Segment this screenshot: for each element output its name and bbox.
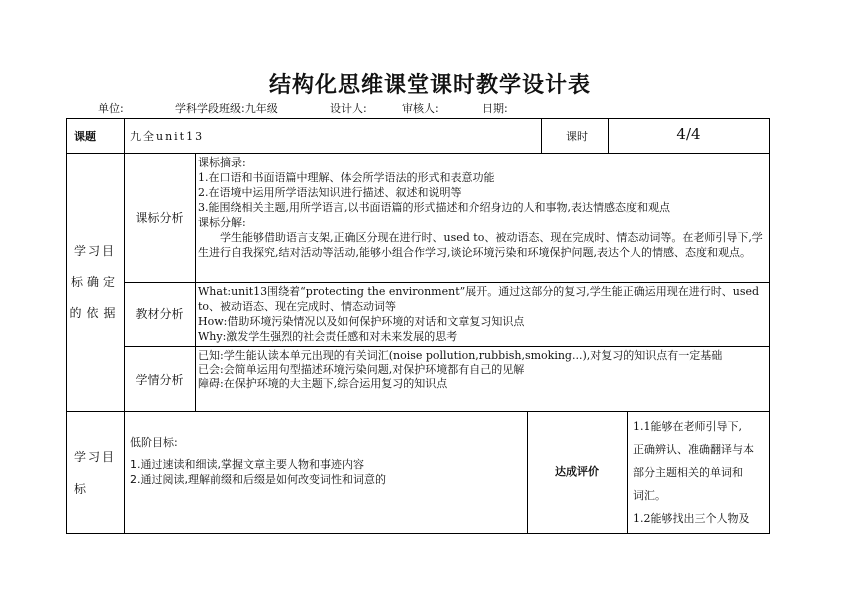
textbook-what: What:unit13围绕着“protecting the environment”展开。通过这部分的复习,学生能正确运用现在进行时、used to、被动语态、现在完成时、情态动词等 xyxy=(198,285,760,313)
page-title: 结构化思维课堂课时教学设计表 xyxy=(268,73,591,98)
curriculum-line: 1.在口语和书面语篇中理解、体会所学语法的形式和表意功能 xyxy=(198,171,495,184)
curriculum-content xyxy=(198,155,766,260)
topic-value: 九全unit13 xyxy=(130,130,205,143)
unit-label: 单位: xyxy=(98,102,124,115)
curriculum-label: 课标分析 xyxy=(135,211,184,225)
lesson-label: 课时 xyxy=(566,130,588,143)
learner-known: 已知:学生能认读本单元出现的有关词汇(noise pollution,rubbish,smoking...),对复习的知识点有一定基础 xyxy=(198,349,723,362)
designer-label: 设计人: xyxy=(330,102,367,115)
grade-label: 学科学段班级:九年级 xyxy=(175,102,278,115)
assessment-line: 正确辨认、准确翻译与本 xyxy=(633,443,754,456)
assessment-line: 词汇。 xyxy=(633,489,666,502)
goals-label-line1: 学习目 xyxy=(73,450,116,464)
reviewer-label: 审核人: xyxy=(402,102,439,115)
goals-list xyxy=(130,457,524,487)
low-goals-title: 低阶目标: xyxy=(130,436,178,449)
assessment-line: 部分主题相关的单词和 xyxy=(633,466,743,479)
basis-label-line3: 的依据 xyxy=(69,306,121,320)
assessment-label: 达成评价 xyxy=(555,465,599,478)
assessment-content xyxy=(633,415,767,530)
textbook-how: How:借助环境污染情况以及如何保护环境的对话和文章复习知识点 xyxy=(198,315,525,328)
curriculum-line: 课标分解: xyxy=(198,216,246,229)
assessment-line: 1.1能够在老师引导下, xyxy=(633,420,742,433)
learner-can: 已会:会简单运用句型描述环境污染问题,对保护环境都有自己的见解 xyxy=(198,363,525,376)
learner-content xyxy=(198,349,764,391)
goal-item: 2.通过阅读,理解前缀和后缀是如何改变词性和词意的 xyxy=(130,473,386,486)
basis-label-line1: 学习目 xyxy=(73,244,116,258)
curriculum-line: 3.能围绕相关主题,用所学语言,以书面语篇的形式描述和介绍身边的人和事物,表达情感态度和观点 xyxy=(198,201,670,214)
goals-label-line2: 标 xyxy=(74,482,87,496)
learner-obstacle: 障碍:在保护环境的大主题下,综合运用复习的知识点 xyxy=(198,377,448,390)
date-label: 日期: xyxy=(482,102,508,115)
textbook-label: 教材分析 xyxy=(135,307,184,321)
topic-label: 课题 xyxy=(74,130,96,143)
learner-label: 学情分析 xyxy=(135,373,184,387)
goal-item: 1.通过速读和细读,掌握文章主要人物和事迹内容 xyxy=(130,458,364,471)
curriculum-paragraph: 学生能够借助语言支架,正确区分现在进行时、used to、被动语态、现在完成时、情态动词等。在老师引导下,学生进行自我探究,结对活动等活动,能够小组合作学习,谈论环境污染和环境保护问题,表达个人的情感、态度和观点。 xyxy=(198,231,763,259)
curriculum-line: 2.在语境中运用所学语法知识进行描述、叙述和说明等 xyxy=(198,186,462,199)
assessment-line: 1.2能够找出三个人物及 xyxy=(633,512,750,525)
lesson-value: 4/4 xyxy=(676,125,701,143)
textbook-content xyxy=(198,284,764,344)
basis-label-line2: 标确定 xyxy=(70,275,119,289)
textbook-why: Why:激发学生强烈的社会责任感和对未来发展的思考 xyxy=(198,330,458,343)
curriculum-line: 课标摘录: xyxy=(198,156,246,169)
